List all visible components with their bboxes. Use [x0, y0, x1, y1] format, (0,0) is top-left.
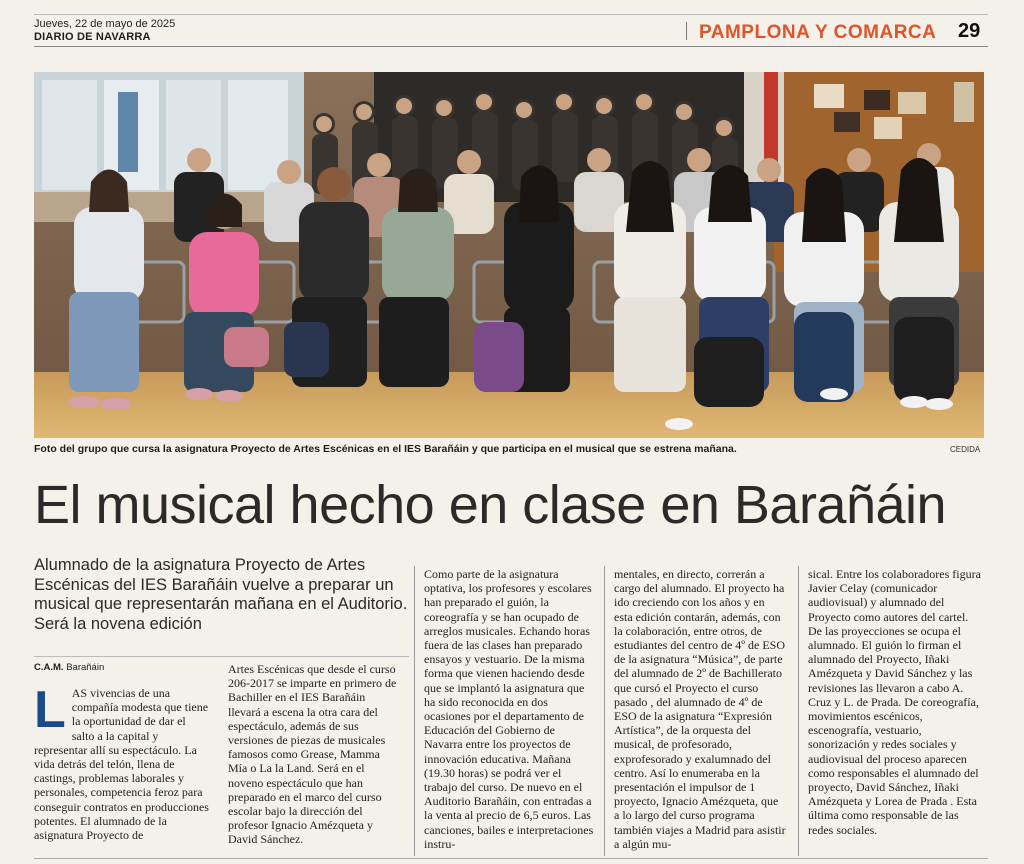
- photo-credit: CEDIDA: [950, 445, 981, 454]
- article-column-4: mentales, en directo, correrán a cargo del alumnado. El proyecto ha ido creciendo con los años y en esta edición contarán, además, con la colaboración, entre otros, de estudiantes del centro de 4º de ESO de la asignatura “Música”, de parte del alumnado de 2º de Bachillerato que cursó el Proyecto el curso pasado , del alumnado de 4º de ESO de la asignatura “Expresión Artística”, de la orquesta del musical, de profesorado, exprofesorado y exalumnado del centro. Así lo enumeraba en la presentación el impulsor de 1 proyecto, Ignacio Amézqueta, que a lo largo del curso programa también viajes a Madrid para asistir a algún mu-: [614, 567, 786, 851]
- bottom-rule: [34, 858, 988, 859]
- article-lead: Alumnado de la asignatura Proyecto de Artes Escénicas del IES Barañáin vuelve a preparar un musical que representarán mañana en el Auditorio. Será la novena edición: [34, 556, 408, 633]
- article-column-5: sical. Entre los colaboradores figura Javier Celay (comunicador audiovisual) y alumnado del Proyecto como autores del cartel. De las proyecciones se ocupa el alumnado. El guión lo firman el alumnado del Proyecto, Iñaki Amézqueta y David Sánchez y las revisiones las llevaron a cabo A. Cruz y L. de Prada. De coreografía, movimientos escénicos, escenografía, vestuario, sonorización y redes sociales y audiovisual del proceso aparecen como responsables el alumnado del proyecto, David Sánchez, Iñaki Amézqueta y Lorea de Prada . Esta última como responsable de las redes sociales.: [808, 567, 981, 837]
- section-divider: [686, 22, 687, 40]
- drop-cap: L: [34, 681, 66, 739]
- top-rule: [34, 14, 988, 15]
- newspaper-name: DIARIO DE NAVARRA: [34, 31, 151, 43]
- column-divider: [604, 566, 605, 856]
- byline-place: Barañáin: [66, 662, 105, 673]
- photo-caption: Foto del grupo que cursa la asignatura Proyecto de Artes Escénicas en el IES Barañáin y que participa en el musical que se estrena mañana.: [34, 443, 737, 455]
- article-column-3: Como parte de la asignatura optativa, los profesores y escolares han preparado el guión, la coreografía y se han ocupado de arreglos musicales. Echando horas fuera de las clases han preparado ensayos y vestuario. De la misma forma que vienen haciendo desde que se implantó la asignatura que ha sido reconocida en dos ocasiones por el departamento de Educación del Gobierno de Navarra entre los proyectos de innovación educativa. Mañana (19.30 horas) se podrá ver el trabajo del curso. De nuevo en el Auditorio Barañáin, con entradas a la venta al precio de 6,5 euros. Las canciones, bailes e interpretaciones instru-: [424, 567, 594, 851]
- article-column-1: [34, 681, 209, 843]
- byline-author: C.A.M.: [34, 662, 64, 673]
- column-divider: [414, 566, 415, 856]
- group-photo: [34, 72, 984, 438]
- lead-rule: [34, 656, 409, 657]
- header-rule: [34, 46, 988, 47]
- article-column-2: Artes Escénicas que desde el curso 206-2017 se imparte en primero de Bachiller en el IES Barañáin llevará a escena la otra cara del espectáculo, además de sus versiones de piezas de musicales famosos como Grease, Mamma Mía o La la Land. Será en el noveno espectáculo que han preparado en el marco del curso escolar bajo la dirección del profesor Ignacio Amézqueta y David Sánchez.: [228, 662, 397, 847]
- article-headline: El musical hecho en clase en Barañáin: [34, 475, 947, 535]
- column-divider: [798, 566, 799, 856]
- column-1-text: AS vivencias de una compañía modesta que tiene la oportunidad de dar el salto a la capital y representar allí su espectáculo. La vida detrás del telón, llena de castings, problemas laborales y personales, competencia feroz para conseguir contratos en producciones potentes. El alumnado de la asignatura Proyecto de: [34, 686, 209, 843]
- byline: [34, 662, 104, 673]
- page-number: 29: [958, 20, 981, 42]
- issue-date: Jueves, 22 de mayo de 2025: [34, 18, 176, 30]
- section-title: PAMPLONA Y COMARCA: [699, 22, 937, 43]
